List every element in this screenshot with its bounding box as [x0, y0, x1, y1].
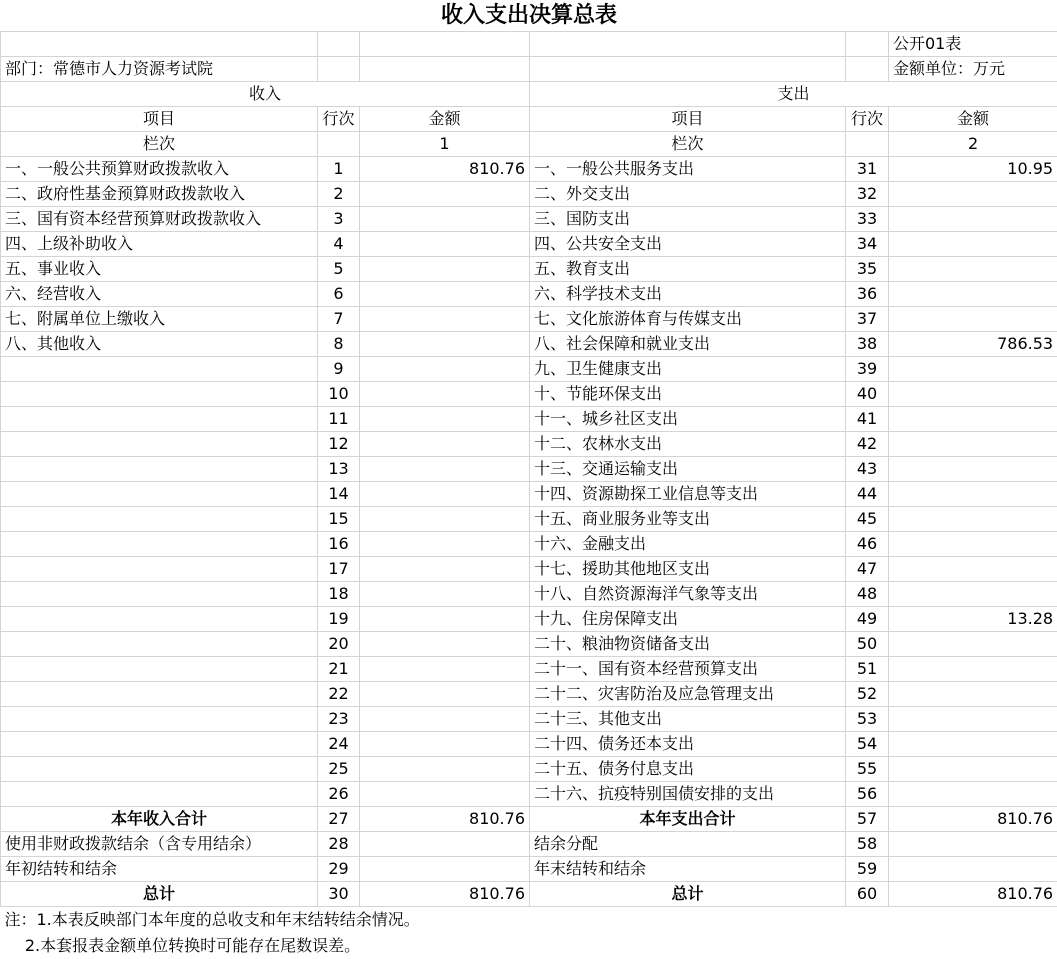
income-row-no: 8 — [318, 332, 360, 357]
unit-label: 金额单位：万元 — [889, 57, 1057, 82]
expense-item: 十、节能环保支出 — [530, 382, 846, 407]
income-row-no: 4 — [318, 232, 360, 257]
department: 部门：常德市人力资源考试院 — [1, 57, 318, 82]
income-item — [1, 607, 318, 632]
income-row-no: 25 — [318, 757, 360, 782]
expense-item: 二十一、国有资本经营预算支出 — [530, 657, 846, 682]
column-header-row — [1, 107, 1057, 132]
income-row-no: 22 — [318, 682, 360, 707]
note-row — [1, 933, 1057, 959]
income-item: 总计 — [1, 882, 318, 907]
income-item — [1, 782, 318, 807]
expense-amount — [889, 182, 1057, 207]
table-row — [1, 682, 1057, 707]
expense-item: 结余分配 — [530, 832, 846, 857]
income-row-no: 5 — [318, 257, 360, 282]
income-item: 四、上级补助收入 — [1, 232, 318, 257]
expense-amount — [889, 307, 1057, 332]
income-amount — [360, 207, 530, 232]
expense-amount — [889, 482, 1057, 507]
income-item: 七、附属单位上缴收入 — [1, 307, 318, 332]
expense-item: 本年支出合计 — [530, 807, 846, 832]
income-item — [1, 407, 318, 432]
income-item: 二、政府性基金预算财政拨款收入 — [1, 182, 318, 207]
income-col-no: 1 — [360, 132, 530, 157]
income-amount — [360, 582, 530, 607]
income-row-no: 15 — [318, 507, 360, 532]
expense-amount — [889, 582, 1057, 607]
expense-amount — [889, 432, 1057, 457]
income-row-no: 27 — [318, 807, 360, 832]
table-row — [1, 282, 1057, 307]
expense-col-no: 2 — [889, 132, 1057, 157]
expense-row-no: 56 — [846, 782, 889, 807]
expense-amount: 810.76 — [889, 882, 1057, 907]
note-row — [1, 907, 1057, 934]
form-code: 公开01表 — [889, 32, 1057, 57]
expense-row-no: 37 — [846, 307, 889, 332]
expense-item: 十三、交通运输支出 — [530, 457, 846, 482]
income-row-header: 行次 — [318, 107, 360, 132]
expense-amount — [889, 657, 1057, 682]
expense-amount — [889, 857, 1057, 882]
income-row-no: 1 — [318, 157, 360, 182]
expense-amount — [889, 457, 1057, 482]
income-row-no: 18 — [318, 582, 360, 607]
expense-item: 十六、金融支出 — [530, 532, 846, 557]
expense-row-no: 54 — [846, 732, 889, 757]
expense-amount — [889, 632, 1057, 657]
income-row-no: 23 — [318, 707, 360, 732]
income-row-no: 30 — [318, 882, 360, 907]
table-row — [1, 307, 1057, 332]
income-item — [1, 432, 318, 457]
income-amount — [360, 732, 530, 757]
expense-amount — [889, 557, 1057, 582]
income-amount — [360, 607, 530, 632]
expense-item: 六、科学技术支出 — [530, 282, 846, 307]
income-amount — [360, 657, 530, 682]
income-item: 本年收入合计 — [1, 807, 318, 832]
expense-amount-header: 金额 — [889, 107, 1057, 132]
expense-item-header: 项目 — [530, 107, 846, 132]
income-amount-header: 金额 — [360, 107, 530, 132]
expense-item: 一、一般公共服务支出 — [530, 157, 846, 182]
income-item — [1, 757, 318, 782]
expense-item: 七、文化旅游体育与传媒支出 — [530, 307, 846, 332]
income-row-no: 29 — [318, 857, 360, 882]
expense-amount — [889, 207, 1057, 232]
expense-item: 二十三、其他支出 — [530, 707, 846, 732]
income-item — [1, 707, 318, 732]
expense-amount — [889, 682, 1057, 707]
expense-row-no: 52 — [846, 682, 889, 707]
expense-amount: 810.76 — [889, 807, 1057, 832]
table-row — [1, 657, 1057, 682]
income-amount — [360, 332, 530, 357]
subtotal-row — [1, 807, 1057, 832]
note-text: 注：1.本表反映部门本年度的总收支和年末结转结余情况。 — [1, 907, 1057, 934]
income-row-no: 9 — [318, 357, 360, 382]
income-amount — [360, 232, 530, 257]
expense-amount — [889, 532, 1057, 557]
income-row-no: 16 — [318, 532, 360, 557]
table-row — [1, 757, 1057, 782]
income-row-no: 28 — [318, 832, 360, 857]
expense-row-no: 44 — [846, 482, 889, 507]
income-amount — [360, 632, 530, 657]
income-amount — [360, 857, 530, 882]
meta-row-2 — [1, 57, 1057, 82]
income-amount — [360, 557, 530, 582]
expense-row-no: 50 — [846, 632, 889, 657]
expense-item: 二十五、债务付息支出 — [530, 757, 846, 782]
expense-amount — [889, 707, 1057, 732]
expense-amount: 13.28 — [889, 607, 1057, 632]
income-item — [1, 532, 318, 557]
table-row — [1, 632, 1057, 657]
expense-row-no: 31 — [846, 157, 889, 182]
expense-amount: 10.95 — [889, 157, 1057, 182]
expense-row-no: 34 — [846, 232, 889, 257]
income-row-no: 6 — [318, 282, 360, 307]
income-row-no: 21 — [318, 657, 360, 682]
income-amount — [360, 682, 530, 707]
expense-item: 二、外交支出 — [530, 182, 846, 207]
table-row — [1, 207, 1057, 232]
expense-row-no: 59 — [846, 857, 889, 882]
income-amount — [360, 457, 530, 482]
income-amount: 810.76 — [360, 157, 530, 182]
table-row — [1, 607, 1057, 632]
income-item — [1, 632, 318, 657]
table-row — [1, 432, 1057, 457]
income-item — [1, 357, 318, 382]
expense-row-no: 33 — [846, 207, 889, 232]
income-item: 一、一般公共预算财政拨款收入 — [1, 157, 318, 182]
table-row — [1, 782, 1057, 807]
expense-amount — [889, 357, 1057, 382]
expense-item: 九、卫生健康支出 — [530, 357, 846, 382]
expense-row-no: 46 — [846, 532, 889, 557]
expense-row-no: 53 — [846, 707, 889, 732]
income-item: 使用非财政拨款结余（含专用结余） — [1, 832, 318, 857]
income-item — [1, 482, 318, 507]
expense-row-no: 35 — [846, 257, 889, 282]
table-row — [1, 557, 1057, 582]
expense-item: 总计 — [530, 882, 846, 907]
income-row-no: 2 — [318, 182, 360, 207]
report-title: 收入支出决算总表 — [1, 0, 1057, 32]
expense-row-no: 42 — [846, 432, 889, 457]
section-header-row — [1, 82, 1057, 107]
income-row-no: 10 — [318, 382, 360, 407]
expense-amount — [889, 407, 1057, 432]
expense-row-no: 39 — [846, 357, 889, 382]
income-amount — [360, 307, 530, 332]
income-item: 八、其他收入 — [1, 332, 318, 357]
expense-row-no: 49 — [846, 607, 889, 632]
income-item: 年初结转和结余 — [1, 857, 318, 882]
expense-row-no: 57 — [846, 807, 889, 832]
expense-row-no: 58 — [846, 832, 889, 857]
income-item-header: 项目 — [1, 107, 318, 132]
expense-item: 二十六、抗疫特别国债安排的支出 — [530, 782, 846, 807]
expense-amount — [889, 257, 1057, 282]
income-lanci: 栏次 — [1, 132, 318, 157]
expense-item: 八、社会保障和就业支出 — [530, 332, 846, 357]
expense-row-no: 51 — [846, 657, 889, 682]
income-amount — [360, 432, 530, 457]
expense-row-no: 38 — [846, 332, 889, 357]
income-row-no: 17 — [318, 557, 360, 582]
expense-row-no: 43 — [846, 457, 889, 482]
expense-item: 年末结转和结余 — [530, 857, 846, 882]
expense-row-no: 55 — [846, 757, 889, 782]
income-amount — [360, 282, 530, 307]
income-amount — [360, 357, 530, 382]
table-row — [1, 182, 1057, 207]
expense-row-no: 40 — [846, 382, 889, 407]
income-amount — [360, 757, 530, 782]
income-row-no: 14 — [318, 482, 360, 507]
income-amount — [360, 182, 530, 207]
expense-row-no: 60 — [846, 882, 889, 907]
table-row — [1, 357, 1057, 382]
table-row — [1, 407, 1057, 432]
table-row — [1, 707, 1057, 732]
table-row — [1, 732, 1057, 757]
income-item — [1, 732, 318, 757]
expense-amount — [889, 732, 1057, 757]
title-row — [1, 0, 1057, 32]
income-item — [1, 682, 318, 707]
income-header: 收入 — [1, 82, 530, 107]
expense-item: 二十二、灾害防治及应急管理支出 — [530, 682, 846, 707]
income-row-no: 19 — [318, 607, 360, 632]
lanci-row — [1, 132, 1057, 157]
income-amount — [360, 782, 530, 807]
income-row-no: 24 — [318, 732, 360, 757]
expense-item: 五、教育支出 — [530, 257, 846, 282]
income-amount — [360, 532, 530, 557]
income-item: 六、经营收入 — [1, 282, 318, 307]
expense-row-no: 41 — [846, 407, 889, 432]
income-amount — [360, 707, 530, 732]
expense-row-no: 47 — [846, 557, 889, 582]
expense-item: 四、公共安全支出 — [530, 232, 846, 257]
income-row-no: 12 — [318, 432, 360, 457]
table-row — [1, 332, 1057, 357]
expense-row-header: 行次 — [846, 107, 889, 132]
income-item — [1, 582, 318, 607]
table-row — [1, 532, 1057, 557]
expense-amount — [889, 782, 1057, 807]
expense-item: 十四、资源勘探工业信息等支出 — [530, 482, 846, 507]
expense-amount: 786.53 — [889, 332, 1057, 357]
income-row-no: 7 — [318, 307, 360, 332]
income-row-no: 3 — [318, 207, 360, 232]
income-amount — [360, 482, 530, 507]
table-row — [1, 382, 1057, 407]
income-item — [1, 657, 318, 682]
expense-item: 二十四、债务还本支出 — [530, 732, 846, 757]
income-item: 五、事业收入 — [1, 257, 318, 282]
expense-item: 二十、粮油物资储备支出 — [530, 632, 846, 657]
expense-item: 十九、住房保障支出 — [530, 607, 846, 632]
income-amount — [360, 832, 530, 857]
expense-item: 三、国防支出 — [530, 207, 846, 232]
expense-amount — [889, 832, 1057, 857]
income-item — [1, 457, 318, 482]
income-row-no: 11 — [318, 407, 360, 432]
table-row — [1, 157, 1057, 182]
income-amount — [360, 382, 530, 407]
income-item: 三、国有资本经营预算财政拨款收入 — [1, 207, 318, 232]
note-text: 2.本套报表金额单位转换时可能存在尾数误差。 — [1, 933, 1057, 959]
expense-amount — [889, 507, 1057, 532]
expense-amount — [889, 382, 1057, 407]
expense-row-no: 36 — [846, 282, 889, 307]
income-amount: 810.76 — [360, 882, 530, 907]
income-row-no: 26 — [318, 782, 360, 807]
carryover-row — [1, 832, 1057, 857]
table-row — [1, 482, 1057, 507]
expense-item: 十七、援助其他地区支出 — [530, 557, 846, 582]
expense-row-no: 32 — [846, 182, 889, 207]
table-row — [1, 257, 1057, 282]
income-amount — [360, 507, 530, 532]
expense-item: 十二、农林水支出 — [530, 432, 846, 457]
total-row — [1, 882, 1057, 907]
income-item — [1, 382, 318, 407]
income-amount — [360, 257, 530, 282]
income-amount: 810.76 — [360, 807, 530, 832]
expense-amount — [889, 757, 1057, 782]
table-row — [1, 232, 1057, 257]
expense-row-no: 48 — [846, 582, 889, 607]
expense-amount — [889, 232, 1057, 257]
expense-row-no: 45 — [846, 507, 889, 532]
income-row-no: 20 — [318, 632, 360, 657]
expense-item: 十五、商业服务业等支出 — [530, 507, 846, 532]
meta-row-1 — [1, 32, 1057, 57]
table-row — [1, 582, 1057, 607]
income-row-no: 13 — [318, 457, 360, 482]
expense-header: 支出 — [530, 82, 1057, 107]
carryover-row — [1, 857, 1057, 882]
expense-item: 十一、城乡社区支出 — [530, 407, 846, 432]
table-row — [1, 457, 1057, 482]
expense-item: 十八、自然资源海洋气象等支出 — [530, 582, 846, 607]
income-item — [1, 557, 318, 582]
income-item — [1, 507, 318, 532]
table-row — [1, 507, 1057, 532]
expense-lanci: 栏次 — [530, 132, 846, 157]
income-amount — [360, 407, 530, 432]
expense-amount — [889, 282, 1057, 307]
